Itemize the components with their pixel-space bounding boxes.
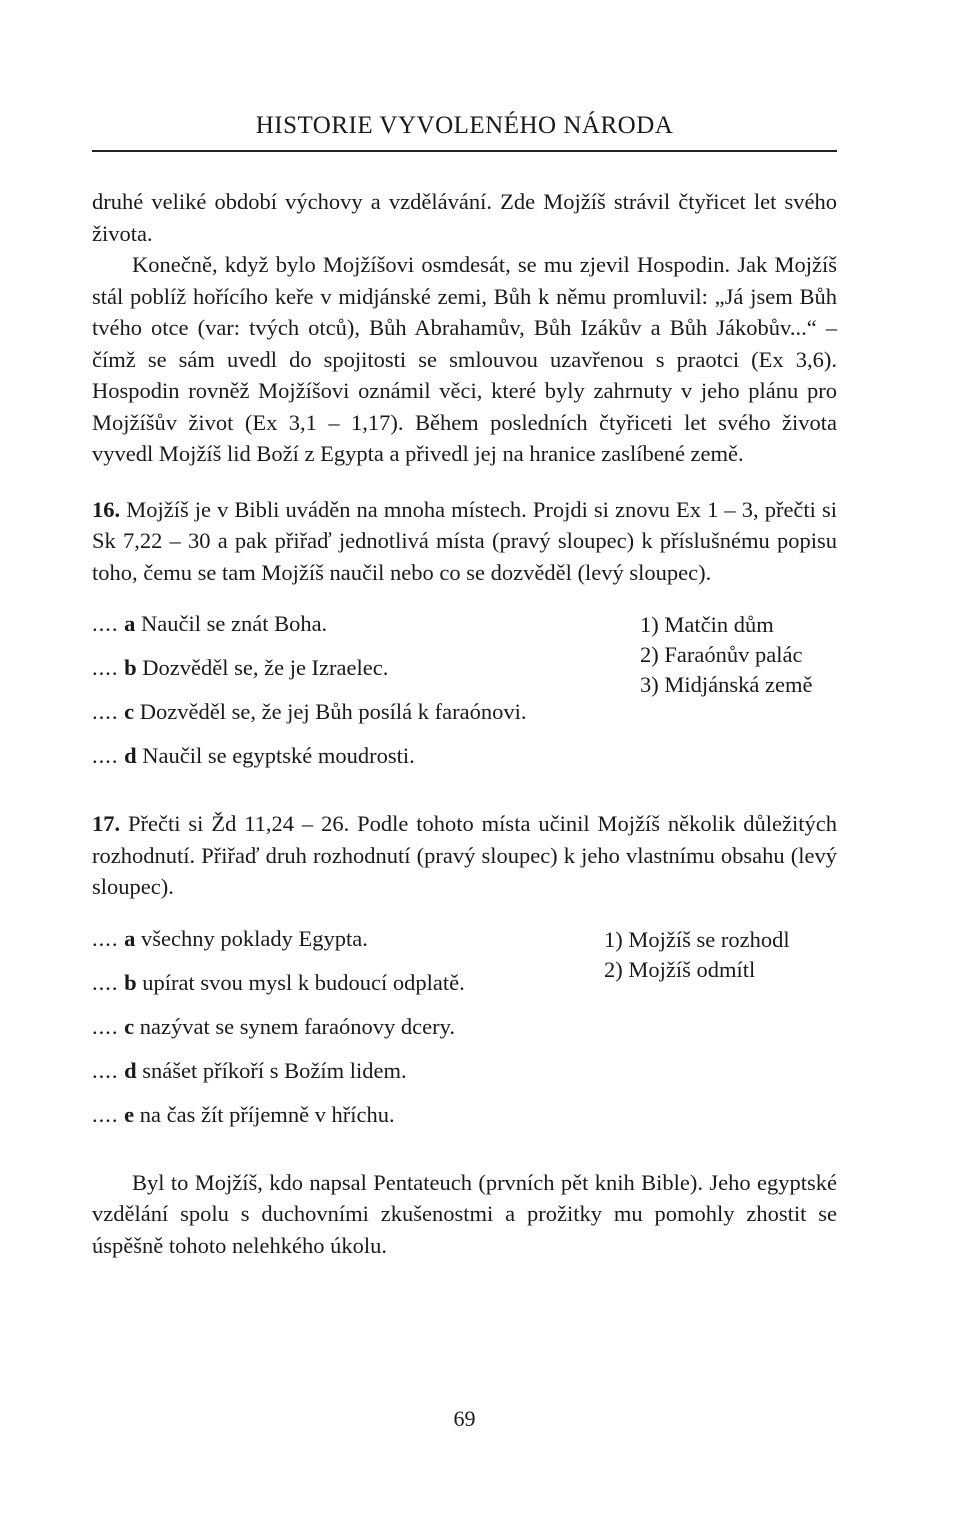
- paragraph: druhé veliké období výchovy a vzdělávání. Zde Mojžíš strávil čtyřicet let svého života.: [92, 189, 837, 246]
- item-letter: a: [124, 611, 136, 636]
- running-header: HISTORIE VYVOLENÉHO NÁRODA: [92, 112, 837, 152]
- item-letter: e: [124, 1101, 135, 1127]
- exercise-16-prompt: [92, 494, 837, 589]
- item-text: nazývat se synem faraónovy dcery.: [139, 1013, 456, 1039]
- answer-blank[interactable]: ....: [92, 655, 119, 680]
- answer-blank[interactable]: ....: [92, 1101, 119, 1127]
- option: 1) Mojžíš se rozhodl: [604, 926, 790, 952]
- item-text: Naučil se znát Boha.: [141, 611, 328, 636]
- option: 2) Mojžíš odmítl: [604, 956, 756, 982]
- matching-exercise-16: [92, 602, 837, 778]
- page-content: [92, 186, 837, 1261]
- answer-blank[interactable]: ....: [92, 1057, 119, 1083]
- answer-blank[interactable]: ....: [92, 699, 119, 724]
- item-text: upírat svou mysl k budoucí odplatě.: [142, 969, 465, 995]
- match-item[interactable]: [92, 1005, 837, 1049]
- answer-blank[interactable]: ....: [92, 743, 119, 768]
- match-item[interactable]: [92, 1049, 837, 1093]
- closing-paragraph: Byl to Mojžíš, kdo napsal Pentateuch (prvních pět knih Bible). Jeho egyptské vzdělání spolu s duchovními zkušenostmi a prožitky mu pomohly zhostit se úspěšně tohoto nelehkého úkolu.: [92, 1169, 837, 1258]
- answer-blank[interactable]: ....: [92, 1013, 119, 1039]
- exercise-17-prompt: [92, 808, 837, 903]
- matching-exercise-17: [92, 917, 837, 1137]
- item-text: všechny poklady Egypta.: [141, 925, 368, 951]
- item-letter: c: [124, 1013, 135, 1039]
- right-column: [640, 610, 812, 700]
- exercise-number: 17.: [92, 811, 121, 836]
- exercise-text: Přečti si Žd 11,24 – 26. Podle tohoto místa učinil Mojžíš několik důležitých rozhodnutí. Přiřaď druh rozhodnutí (pravý sloupec) k jeho vlastnímu obsahu (levý sloupec).: [92, 811, 837, 899]
- item-text: Dozvěděl se, že je Izraelec.: [142, 655, 389, 680]
- paragraph: Konečně, když bylo Mojžíšovi osmdesát, se mu zjevil Hospodin. Jak Mojžíš stál poblíž hořícího keře v midjánské zemi, Bůh k němu promluvil: „Já jsem Bůh tvého otce (var: tvých otců), Bůh Abrahamův, Bůh Izákův a Bůh Jákobův...“ – čímž se sám uvedl do spojitosti se smlouvou uzavřenou s praotci (Ex 3,6). Hospodin rovněž Mojžíšovi oznámil věci, které byly zahrnuty v jeho plánu pro Mojžíšův život (Ex 3,1 – 1,17). Během posledních čtyřiceti let svého života vyvedl Mojžíš lid Boží z Egypta a přivedl jej na hranice zaslíbené země.: [92, 252, 837, 466]
- exercise-text: Mojžíš je v Bibli uváděn na mnoha místech. Projdi si znovu Ex 1 – 3, přečti si Sk 7,22 – 30 a pak přiřaď jednotlivá místa (pravý sloupec) k příslušnému popisu toho, čemu se tam Mojžíš naučil nebo co se dozvěděl (levý sloupec).: [92, 496, 838, 585]
- item-text: na čas žít příjemně v hříchu.: [139, 1101, 395, 1127]
- item-letter: d: [124, 1057, 137, 1083]
- match-item[interactable]: [92, 734, 837, 778]
- item-text: snášet příkoří s Božím lidem.: [142, 1057, 407, 1083]
- answer-blank[interactable]: ....: [92, 925, 119, 951]
- item-letter: d: [124, 743, 137, 768]
- item-letter: b: [124, 969, 137, 995]
- option: 1) Matčin dům: [640, 612, 774, 637]
- right-column: [604, 925, 790, 985]
- answer-blank[interactable]: ....: [92, 969, 119, 995]
- item-letter: c: [124, 699, 135, 724]
- option: 2) Faraónův palác: [640, 642, 803, 667]
- item-letter: a: [124, 925, 136, 951]
- item-letter: b: [124, 655, 137, 680]
- item-text: Dozvěděl se, že jej Bůh posílá k faraónovi.: [139, 699, 527, 724]
- page-number: 69: [453, 1406, 476, 1431]
- match-item[interactable]: [92, 1093, 837, 1137]
- option: 3) Midjánská země: [640, 672, 813, 697]
- item-text: Naučil se egyptské moudrosti.: [142, 743, 415, 768]
- answer-blank[interactable]: ....: [92, 611, 119, 636]
- exercise-number: 16.: [92, 496, 121, 522]
